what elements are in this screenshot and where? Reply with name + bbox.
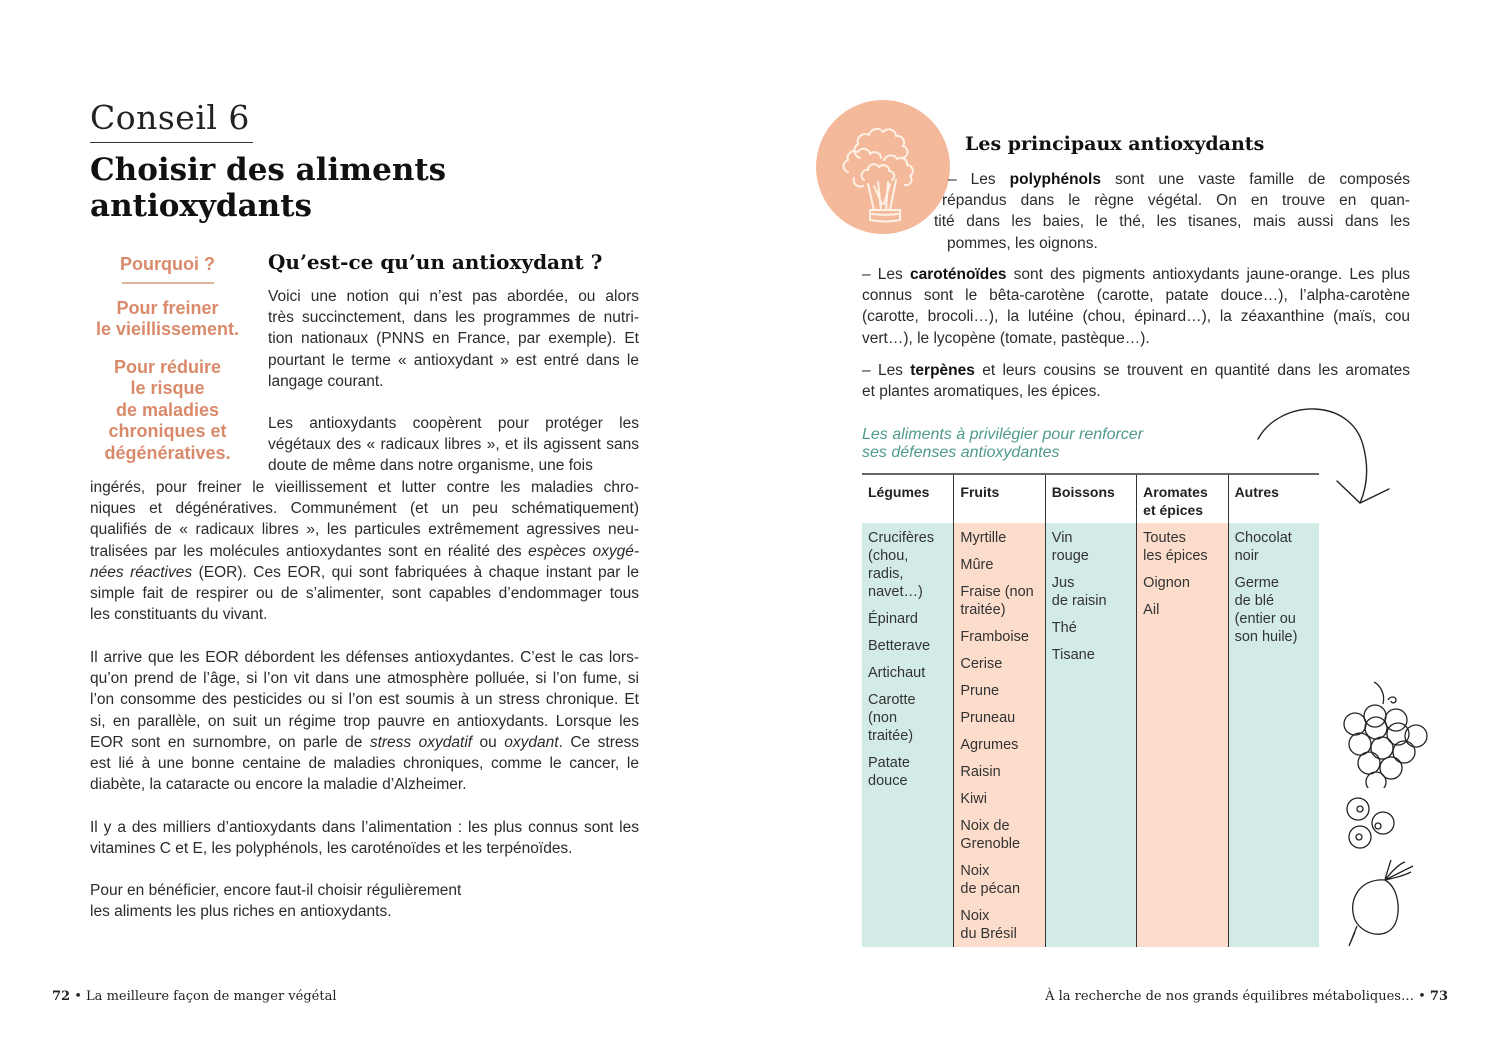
page-number: 73 (1429, 989, 1448, 1004)
paragraph-benefit (90, 880, 639, 922)
keyword: terpènes (910, 362, 975, 379)
paragraph-carotenoids (862, 264, 1410, 349)
food-item (960, 736, 1038, 754)
food-item-line: Noix (960, 908, 990, 924)
food-item-line: de raisin (1051, 593, 1107, 609)
broccoli-icon (816, 100, 950, 234)
antioxidant-foods-table (862, 473, 1319, 947)
text-line: tralisées par les molécules antioxydantes sont en réalité des espèces oxygé- (90, 542, 639, 560)
column-header (954, 475, 1044, 523)
text-line: vitamines C et E, les polyphénols, les caroténoïdes et les terpénoïdes. (90, 840, 573, 858)
food-item-line: traitée) (960, 602, 1006, 618)
food-item-line: Cerise (960, 656, 1003, 672)
food-item-line: les épices (1143, 548, 1208, 564)
table-column (953, 475, 1044, 947)
reason-line: Pour freiner (116, 297, 219, 318)
why-rule (122, 282, 214, 284)
food-item (1143, 601, 1221, 619)
food-item (868, 664, 947, 682)
food-item-line: Jus (1051, 575, 1075, 591)
text-line: EOR sont en surnombre, on parle de stress oxydatif ou oxydant. Ce stress (90, 733, 639, 751)
reason-line: Pour réduire (113, 356, 222, 377)
text-line: végétaux des « radicaux libres », et ils agissent sans (268, 436, 639, 454)
food-item (868, 610, 947, 628)
text-line: si, en parallèle, on suit un régime trop pauvre en antioxydants. Lorsque les (90, 712, 639, 730)
paragraph-eor (90, 647, 639, 795)
reason-line: le vieillissement. (95, 319, 240, 339)
food-item (868, 754, 947, 790)
food-item-line: de blé (1234, 593, 1275, 609)
radish-icon (1345, 860, 1425, 950)
text-line: – Les polyphénols sont une vaste famille de composés (948, 171, 1410, 188)
caption-line: Les aliments à privilégier pour renforcer (862, 426, 1144, 443)
food-item-line: Germe (1234, 575, 1279, 591)
text-line: Il arrive que les EOR débordent les défenses antioxydantes. C’est le cas lors- (90, 649, 639, 666)
food-item-line: rouge (1051, 548, 1089, 564)
food-item-line: Crucifères (868, 530, 935, 546)
title-line: antioxydants (90, 188, 312, 224)
food-item-line: Ail (1143, 602, 1160, 618)
table-column (1045, 475, 1136, 947)
berries-icon (1345, 795, 1405, 855)
food-item (1235, 529, 1313, 565)
food-item-line: Chocolat (1234, 530, 1292, 546)
reason-line: chroniques et (108, 421, 227, 441)
text-line: tion nationaux (PNNS en France, par exemple). Et (268, 330, 639, 348)
food-item-line: Épinard (868, 611, 918, 627)
food-item (1052, 574, 1130, 610)
footer-bullet: • (1418, 989, 1426, 1004)
chapter-label: Conseil 6 (90, 98, 250, 137)
header-line: et épices (1143, 502, 1204, 518)
food-item-line: Vin (1051, 530, 1073, 546)
text-line: pourtant le terme « antioxydant » est entré dans le (268, 351, 639, 369)
table-caption (862, 426, 1143, 462)
food-item-line: Myrtille (960, 530, 1007, 546)
text-line: les aliments les plus riches en antioxydants. (90, 903, 392, 921)
text-line: Pour en bénéficier, encore faut-il choisir régulièrement (90, 882, 462, 899)
text-line: nées réactives (EOR). Ces EOR, qui sont fabriquées à chaque instant par le (90, 563, 639, 581)
food-item (960, 655, 1038, 673)
table-column (1228, 475, 1319, 947)
column-cells (1137, 523, 1227, 947)
food-item-line: Oignon (1143, 575, 1190, 591)
page-number: 72 (52, 989, 71, 1004)
text-line: répandus dans le règne végétal. On en trouve en quan- (942, 192, 1410, 210)
reason-line: de maladies (115, 399, 220, 420)
text-line: qualifiés de « radicaux libres », les particules extrêmement agressives neu- (90, 521, 639, 539)
food-item-line: (non (868, 710, 898, 726)
text-line: ingérés, pour freiner le vieillissement et lutter contre les maladies chro- (90, 479, 639, 496)
food-item (960, 682, 1038, 700)
section-heading: Les principaux antioxydants (965, 133, 1265, 155)
page-title (90, 152, 510, 224)
text-line: Voici une notion qui n’est pas abordée, ou alors (268, 288, 639, 305)
food-item (960, 862, 1038, 898)
footer-bullet: • (74, 989, 82, 1004)
why-reason (90, 357, 245, 465)
text-line: doute de même dans notre organisme, une fois (268, 457, 593, 475)
food-item-line: Tisane (1051, 647, 1095, 663)
broccoli-badge (816, 100, 950, 234)
food-item-line: noir (1234, 548, 1259, 564)
food-item-line: Mûre (960, 557, 994, 573)
food-item-line: Carotte (868, 692, 916, 708)
food-item-line: douce (868, 773, 908, 789)
food-item (868, 691, 947, 745)
food-item (960, 709, 1038, 727)
text-line: (carotte, brocoli…), la lutéine (chou, épinard…), la zéaxanthine (maïs, cou (862, 308, 1410, 326)
text-line: l’on consomme des pesticides ou si l’on est soumis à un stress chronique. Et (90, 691, 639, 709)
food-item (960, 556, 1038, 574)
reason-line: dégénératives. (104, 442, 231, 463)
text-line: et plantes aromatiques, les épices. (862, 383, 1101, 401)
why-question: Pourquoi ? (120, 254, 215, 274)
food-item (960, 628, 1038, 646)
chapter-rule (90, 142, 253, 143)
food-item-line: Noix (960, 863, 990, 879)
text-line: très succinctement, dans les programmes de nutri- (268, 309, 639, 327)
running-title: La meilleure façon de manger végétal (86, 989, 337, 1004)
keyword: caroténoïdes (909, 266, 1007, 283)
food-item (1052, 619, 1130, 637)
table-column (1136, 475, 1227, 947)
food-item (960, 763, 1038, 781)
text-line: langage courant. (268, 372, 384, 390)
food-item (1235, 574, 1313, 646)
food-item (1143, 574, 1221, 592)
food-item-line: Kiwi (960, 791, 987, 807)
column-cells (1229, 523, 1319, 947)
header-line: Autres (1234, 484, 1279, 500)
text-line: Il y a des milliers d’antioxydants dans l’alimentation : les plus connus sont les (90, 819, 639, 836)
food-item (960, 790, 1038, 808)
food-item-line: navet…) (868, 584, 923, 600)
text-line: est lié à une bonne centaine de maladies chroniques, comme le cancer, le (90, 755, 639, 773)
food-item-line: Raisin (960, 764, 1001, 780)
column-cells (862, 523, 953, 947)
food-item (1143, 529, 1221, 565)
column-cells (954, 523, 1044, 947)
table-columns (862, 475, 1319, 947)
food-item (960, 907, 1038, 943)
food-item (1052, 646, 1130, 664)
reason-line: le risque (130, 378, 205, 398)
food-item (960, 817, 1038, 853)
footer-left (52, 989, 336, 1004)
paragraph-cooperate-bottom (90, 477, 639, 625)
food-item-line: radis, (868, 566, 904, 582)
text-line: pommes, les oignons. (947, 234, 1098, 252)
text-line: vert…), le lycopène (tomate, pastèque…). (862, 329, 1150, 347)
column-header (1046, 475, 1136, 523)
food-item (1052, 529, 1130, 565)
text-line: Les antioxydants coopèrent pour protéger les (268, 415, 639, 432)
food-item-line: de pécan (960, 881, 1021, 897)
grapes-icon (1338, 678, 1428, 788)
column-cells (1046, 523, 1136, 947)
food-item-line: Toutes (1143, 530, 1186, 546)
text-line: – Les caroténoïdes sont des pigments antioxydants jaune-orange. Les plus (862, 266, 1410, 283)
paragraph-thousands (90, 817, 639, 859)
header-line: Fruits (960, 484, 1000, 500)
food-item (868, 529, 947, 601)
column-header (1137, 475, 1227, 523)
food-item-line: (chou, (868, 548, 909, 564)
section-heading: Qu’est-ce qu’un antioxydant ? (268, 250, 603, 274)
paragraph-cooperate-top (268, 413, 639, 477)
text-line: connus sont le bêta-carotène (carotte, patate douce…), l’alpha-carotène (862, 287, 1410, 305)
food-item-line: Betterave (868, 638, 931, 654)
food-item-line: Patate (868, 755, 910, 771)
running-title: À la recherche de nos grands équilibres métaboliques… (1045, 989, 1414, 1004)
food-item-line: Pruneau (960, 710, 1016, 726)
why-reason (90, 298, 245, 341)
why-sidebar (90, 254, 245, 480)
food-item-line: (entier ou (1234, 611, 1296, 627)
paragraph-polyphenols (934, 169, 1410, 254)
food-item-line: Prune (960, 683, 1000, 699)
text-line: les constituants du vivant. (90, 606, 268, 624)
text-line: niques et dégénératives. Communément (et un peu schématiquement) (90, 500, 639, 518)
text-line: qu’on prend de l’âge, si l’on vit dans une atmosphère polluée, si l’on fume, si (90, 670, 639, 688)
food-item (868, 637, 947, 655)
food-item (960, 529, 1038, 547)
food-item-line: traitée) (868, 728, 914, 744)
paragraph-intro (268, 286, 639, 392)
curved-arrow-icon (1255, 405, 1395, 515)
keyword: polyphénols (1009, 171, 1101, 188)
text-line: tité dans les baies, le thé, les tisanes, mais aussi dans les (934, 213, 1410, 231)
food-item-line: Artichaut (868, 665, 926, 681)
header-line: Aromates (1143, 484, 1208, 500)
column-header (862, 475, 953, 523)
food-item-line: Fraise (non (960, 584, 1034, 600)
caption-line: ses défenses antioxydantes (862, 444, 1060, 461)
food-item-line: Noix de (960, 818, 1010, 834)
food-item-line: Thé (1051, 620, 1077, 636)
footer-right (1045, 989, 1448, 1004)
food-item-line: son huile) (1234, 629, 1298, 645)
food-item (960, 583, 1038, 619)
paragraph-terpenes (862, 360, 1410, 402)
table-column (862, 475, 953, 947)
header-line: Légumes (868, 484, 930, 500)
title-line: Choisir des aliments (90, 152, 447, 188)
header-line: Boissons (1051, 484, 1115, 500)
text-line: – Les terpènes et leurs cousins se trouvent en quantité dans les aromates (862, 362, 1410, 379)
food-item-line: Grenoble (960, 836, 1021, 852)
text-line: diabète, la cataracte ou encore la maladie d’Alzheimer. (90, 776, 467, 794)
text-line: simple fait de respirer ou de s’alimenter, sont capables d’endommager tous (90, 585, 639, 603)
food-item-line: Framboise (960, 629, 1029, 645)
food-item-line: Agrumes (960, 737, 1019, 753)
food-item-line: du Brésil (960, 926, 1017, 942)
